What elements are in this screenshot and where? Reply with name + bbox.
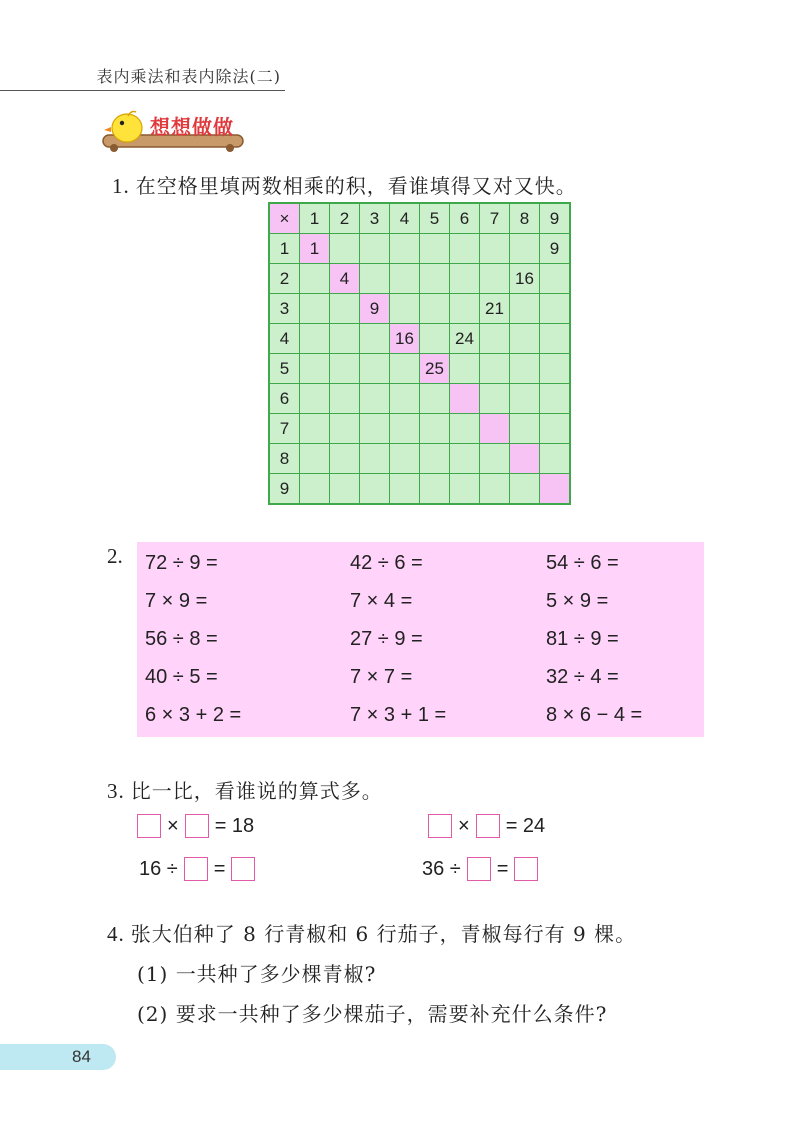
blank-product-cell[interactable] (330, 444, 360, 474)
blank-product-cell[interactable] (510, 474, 540, 505)
blank-product-cell[interactable] (450, 294, 480, 324)
question-4-text: 张大伯种了 8 行青椒和 6 行茄子，青椒每行有 9 棵。 (130, 922, 637, 946)
blank-product-cell[interactable] (540, 384, 571, 414)
answer-blank[interactable] (467, 857, 491, 881)
column-header: 4 (390, 203, 420, 234)
blank-product-cell[interactable] (330, 474, 360, 505)
page-number-tab (0, 1044, 116, 1070)
question-1-text: 在空格里填两数相乘的积，看谁填得又对又快。 (135, 174, 577, 198)
blank-product-cell[interactable] (450, 354, 480, 384)
arithmetic-expression: 8 × 6 − 4 = (546, 704, 643, 726)
equation-result: = 24 (505, 814, 546, 837)
section-badge (100, 108, 260, 154)
product-cell: 24 (450, 324, 480, 354)
blank-product-cell[interactable] (540, 294, 571, 324)
row-header: 3 (269, 294, 300, 324)
blank-product-cell[interactable] (420, 294, 450, 324)
blank-product-cell[interactable] (300, 474, 330, 505)
blank-product-cell[interactable] (540, 354, 571, 384)
row-header: 5 (269, 354, 300, 384)
equation-product-24 (428, 814, 545, 838)
blank-product-cell[interactable] (420, 384, 450, 414)
arithmetic-expression: 32 ÷ 4 = (546, 666, 619, 688)
blank-product-cell[interactable] (480, 234, 510, 264)
blank-product-cell[interactable] (360, 474, 390, 505)
blank-product-cell[interactable] (390, 264, 420, 294)
blank-product-cell[interactable] (450, 384, 480, 414)
blank-product-cell[interactable] (330, 234, 360, 264)
blank-product-cell[interactable] (360, 384, 390, 414)
equation-division-16 (139, 857, 255, 881)
column-header: 1 (300, 203, 330, 234)
blank-product-cell[interactable] (450, 264, 480, 294)
answer-blank[interactable] (184, 857, 208, 881)
blank-product-cell[interactable] (480, 384, 510, 414)
blank-product-cell[interactable] (480, 264, 510, 294)
blank-product-cell[interactable] (540, 264, 571, 294)
blank-product-cell[interactable] (450, 234, 480, 264)
blank-product-cell[interactable] (390, 354, 420, 384)
equation-product-18 (137, 814, 254, 838)
column-header: 8 (510, 203, 540, 234)
blank-product-cell[interactable] (420, 264, 450, 294)
row-header: 1 (269, 234, 300, 264)
blank-product-cell[interactable] (480, 354, 510, 384)
times-sign: × (167, 814, 179, 837)
column-header: 2 (330, 203, 360, 234)
equation-division-36 (422, 857, 538, 881)
blank-product-cell[interactable] (510, 234, 540, 264)
arithmetic-expression: 7 × 9 = (145, 590, 208, 612)
table-corner-symbol: × (269, 203, 300, 234)
times-sign: × (458, 814, 470, 837)
arithmetic-expression: 54 ÷ 6 = (546, 552, 619, 574)
arithmetic-expression: 42 ÷ 6 = (350, 552, 423, 574)
blank-product-cell[interactable] (300, 444, 330, 474)
blank-product-cell[interactable] (300, 264, 330, 294)
question-4-part-2: (2) 要求一共种了多少棵茄子，需要补充什么条件? (137, 1002, 608, 1026)
row-header: 8 (269, 444, 300, 474)
answer-blank[interactable] (428, 814, 452, 838)
answer-blank[interactable] (476, 814, 500, 838)
arithmetic-expression: 7 × 7 = (350, 666, 413, 688)
blank-product-cell[interactable] (390, 474, 420, 505)
column-header: 5 (420, 203, 450, 234)
blank-product-cell[interactable] (300, 354, 330, 384)
arithmetic-expression: 7 × 4 = (350, 590, 413, 612)
row-header: 4 (269, 324, 300, 354)
column-header: 6 (450, 203, 480, 234)
blank-product-cell[interactable] (360, 264, 390, 294)
blank-product-cell[interactable] (420, 324, 450, 354)
product-cell: 25 (420, 354, 450, 384)
blank-product-cell[interactable] (480, 324, 510, 354)
question-4-number: 4. (107, 922, 125, 946)
blank-product-cell[interactable] (330, 384, 360, 414)
arithmetic-expression: 40 ÷ 5 = (145, 666, 218, 688)
blank-product-cell[interactable] (330, 354, 360, 384)
blank-product-cell[interactable] (300, 384, 330, 414)
blank-product-cell[interactable] (540, 474, 571, 505)
blank-product-cell[interactable] (390, 384, 420, 414)
blank-product-cell[interactable] (480, 474, 510, 505)
answer-blank[interactable] (514, 857, 538, 881)
equation-result: = 18 (214, 814, 255, 837)
column-header: 3 (360, 203, 390, 234)
blank-product-cell[interactable] (510, 414, 540, 444)
running-header (0, 60, 285, 91)
blank-product-cell[interactable] (420, 234, 450, 264)
product-cell: 21 (480, 294, 510, 324)
arithmetic-exercises (137, 542, 704, 737)
column-header: 7 (480, 203, 510, 234)
question-3-number: 3. (107, 779, 125, 803)
arithmetic-expression: 81 ÷ 9 = (546, 628, 619, 650)
section-badge-label: 想想做做 (150, 115, 234, 139)
question-4-part-1: (1) 一共种了多少棵青椒? (137, 962, 377, 986)
blank-product-cell[interactable] (360, 414, 390, 444)
question-1-number: 1. (112, 174, 130, 198)
question-4 (107, 918, 636, 947)
blank-product-cell[interactable] (360, 354, 390, 384)
blank-product-cell[interactable] (390, 234, 420, 264)
arithmetic-expression: 5 × 9 = (546, 590, 609, 612)
blank-product-cell[interactable] (420, 444, 450, 474)
blank-product-cell[interactable] (420, 414, 450, 444)
blank-product-cell[interactable] (390, 294, 420, 324)
arithmetic-expression: 6 × 3 + 2 = (145, 704, 242, 726)
product-cell: 16 (510, 264, 540, 294)
product-cell: 9 (360, 294, 390, 324)
product-cell: 16 (390, 324, 420, 354)
row-header: 6 (269, 384, 300, 414)
blank-product-cell[interactable] (390, 444, 420, 474)
blank-product-cell[interactable] (330, 414, 360, 444)
arithmetic-expression: 72 ÷ 9 = (145, 552, 218, 574)
blank-product-cell[interactable] (450, 444, 480, 474)
blank-product-cell[interactable] (300, 324, 330, 354)
column-header: 9 (540, 203, 571, 234)
blank-product-cell[interactable] (420, 474, 450, 505)
product-cell: 9 (540, 234, 571, 264)
blank-product-cell[interactable] (510, 444, 540, 474)
answer-blank[interactable] (231, 857, 255, 881)
product-cell: 4 (330, 264, 360, 294)
blank-product-cell[interactable] (510, 354, 540, 384)
arithmetic-expression: 7 × 3 + 1 = (350, 704, 447, 726)
question-1 (112, 170, 577, 199)
question-2-number: 2. (107, 544, 123, 568)
row-header: 2 (269, 264, 300, 294)
row-header: 9 (269, 474, 300, 505)
equals-sign: = (496, 857, 509, 880)
header-title: 表内乘法和表内除法(二) (96, 67, 281, 86)
row-header: 7 (269, 414, 300, 444)
blank-product-cell[interactable] (540, 324, 571, 354)
blank-product-cell[interactable] (510, 324, 540, 354)
question-3 (107, 775, 383, 804)
blank-product-cell[interactable] (390, 414, 420, 444)
blank-product-cell[interactable] (360, 444, 390, 474)
blank-product-cell[interactable] (540, 414, 571, 444)
page-number: 84 (72, 1047, 91, 1066)
blank-product-cell[interactable] (450, 414, 480, 444)
blank-product-cell[interactable] (480, 444, 510, 474)
blank-product-cell[interactable] (450, 474, 480, 505)
arithmetic-expression: 27 ÷ 9 = (350, 628, 423, 650)
equation-dividend: 36 ÷ (422, 857, 461, 880)
blank-product-cell[interactable] (360, 234, 390, 264)
arithmetic-expression: 56 ÷ 8 = (145, 628, 218, 650)
question-3-text: 比一比，看谁说的算式多。 (130, 779, 383, 803)
blank-product-cell[interactable] (300, 294, 330, 324)
answer-blank[interactable] (185, 814, 209, 838)
blank-product-cell[interactable] (540, 444, 571, 474)
blank-product-cell[interactable] (510, 294, 540, 324)
equation-dividend: 16 ÷ (139, 857, 178, 880)
product-cell: 1 (300, 234, 330, 264)
blank-product-cell[interactable] (510, 384, 540, 414)
blank-product-cell[interactable] (330, 294, 360, 324)
blank-product-cell[interactable] (330, 324, 360, 354)
multiplication-table (268, 202, 571, 505)
blank-product-cell[interactable] (360, 324, 390, 354)
blank-product-cell[interactable] (480, 414, 510, 444)
blank-product-cell[interactable] (300, 414, 330, 444)
answer-blank[interactable] (137, 814, 161, 838)
equals-sign: = (213, 857, 226, 880)
